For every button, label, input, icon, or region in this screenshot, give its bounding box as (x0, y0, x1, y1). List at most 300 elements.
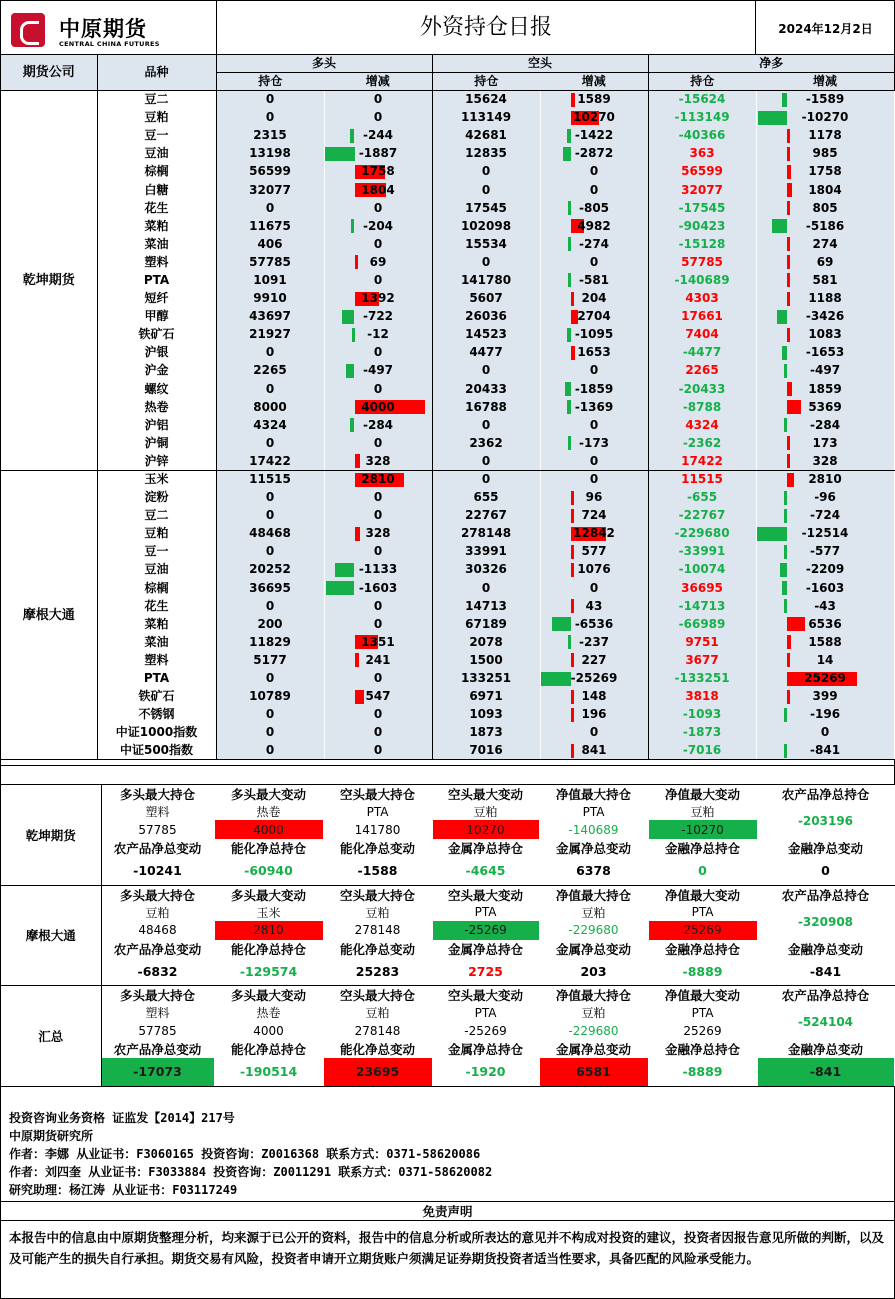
cell-value: -43 (814, 598, 836, 613)
long-hold (216, 633, 324, 651)
short-change (540, 742, 648, 760)
summary-firm: 汇总 (1, 986, 101, 1087)
cell-value: 12835 (465, 146, 507, 161)
cell-value: 36695 (249, 580, 291, 595)
positions-table (1, 55, 895, 760)
short-change (540, 163, 648, 181)
net-hold (648, 91, 756, 109)
long-hold (216, 706, 324, 724)
change-bar (787, 436, 790, 450)
cell-value: 1804 (808, 182, 842, 197)
summary-row (1, 885, 894, 904)
product-name: 沪铜 (97, 434, 216, 452)
summary-value: 25269 (648, 1021, 757, 1040)
summary-total: 2725 (432, 958, 539, 986)
cell-value: -17545 (678, 200, 726, 215)
cell-value: 0 (481, 182, 491, 197)
cell-value: 0 (265, 707, 275, 722)
short-change (540, 688, 648, 706)
change-bar (784, 491, 787, 505)
change-bar (787, 617, 805, 631)
cell-value: 0 (265, 544, 275, 559)
cell-value: 3677 (685, 652, 719, 667)
short-hold (432, 109, 540, 127)
cell-value: -244 (362, 128, 394, 143)
cell-value: -274 (579, 236, 610, 251)
net-change (756, 742, 894, 760)
change-bar (784, 509, 787, 523)
change-bar (571, 93, 575, 107)
summary-agri-hold: -524104 (757, 1004, 894, 1040)
cell-value: 1351 (361, 634, 395, 649)
change-bar (567, 129, 571, 143)
product-name: 沪锌 (97, 452, 216, 470)
net-hold (648, 670, 756, 688)
col-long: 多头 (216, 55, 432, 73)
short-hold (432, 670, 540, 688)
long-change (324, 651, 432, 669)
product-name: 沪金 (97, 362, 216, 380)
cell-value: 102098 (460, 218, 512, 233)
cell-value: 0 (481, 453, 491, 468)
short-hold (432, 326, 540, 344)
change-bar (787, 273, 790, 287)
table-row (1, 706, 894, 724)
cell-value: -3426 (805, 309, 845, 324)
summary-row (1, 857, 894, 885)
cell-value: 16788 (465, 399, 507, 414)
table-row (1, 579, 894, 597)
change-bar (784, 418, 787, 432)
cell-value: 4303 (685, 291, 719, 306)
cell-value: 21927 (249, 327, 291, 342)
long-change (324, 561, 432, 579)
short-change (540, 109, 648, 127)
summary-row (1, 958, 894, 986)
short-change (540, 235, 648, 253)
long-change (324, 380, 432, 398)
col-long-change: 增减 (324, 73, 432, 91)
long-change (324, 163, 432, 181)
change-bar (787, 147, 790, 161)
long-change (324, 724, 432, 742)
long-change (324, 507, 432, 525)
cell-value: -2209 (805, 562, 845, 577)
cell-value: 0 (373, 345, 383, 360)
table-row (1, 688, 894, 706)
cell-value: 9910 (253, 291, 287, 306)
cell-value: 0 (373, 598, 383, 613)
short-hold (432, 181, 540, 199)
change-bar (355, 653, 359, 667)
cell-value: 1758 (361, 164, 395, 179)
cell-value: 0 (373, 381, 383, 396)
change-bar (567, 328, 570, 342)
table-row (1, 507, 894, 525)
cell-value: 399 (812, 689, 838, 704)
cell-value: 655 (473, 490, 499, 505)
short-change (540, 579, 648, 597)
summary-label: 金属净总变动 (539, 1040, 648, 1058)
change-bar (777, 310, 786, 324)
net-hold (648, 398, 756, 416)
long-hold (216, 688, 324, 706)
short-hold (432, 615, 540, 633)
table-row (1, 742, 894, 760)
change-bar (787, 255, 790, 269)
product-name: 豆油 (97, 561, 216, 579)
table-row (1, 344, 894, 362)
cell-value: 0 (373, 200, 383, 215)
cell-value: 57785 (249, 254, 291, 269)
cell-value: 141780 (460, 272, 512, 287)
summary-value: 57785 (101, 1021, 214, 1040)
summary-total: -129574 (214, 958, 323, 986)
col-net: 净多 (648, 55, 894, 73)
col-short: 空头 (432, 55, 648, 73)
table-row (1, 109, 894, 127)
cell-value: 406 (257, 236, 283, 251)
summary-label: 多头最大持仓 (101, 885, 214, 904)
net-change (756, 181, 894, 199)
summary-label: 净值最大变动 (648, 986, 757, 1005)
long-hold (216, 489, 324, 507)
cell-value: 0 (265, 508, 275, 523)
cell-value: 0 (265, 345, 275, 360)
product-name: 螺纹 (97, 380, 216, 398)
summary-total: 203 (539, 958, 648, 986)
short-change (540, 670, 648, 688)
cell-value: -722 (362, 309, 394, 324)
short-change (540, 470, 648, 488)
footer-qualification: 投资咨询业务资格 证监发【2014】217号 (9, 1111, 235, 1125)
cell-value: -497 (810, 363, 841, 378)
summary-label: 空头最大持仓 (323, 885, 432, 904)
net-change (756, 651, 894, 669)
cell-value: 4982 (577, 218, 611, 233)
footer-author-1: 作者：李娜 从业证书：F3060165 投资咨询：Z0016368 联系方式：0371-58620086 (9, 1147, 481, 1161)
product-name: 花生 (97, 199, 216, 217)
net-hold (648, 561, 756, 579)
long-change (324, 742, 432, 760)
summary-label: 多头最大持仓 (101, 986, 214, 1005)
cell-value: 0 (265, 671, 275, 686)
net-change (756, 561, 894, 579)
summary-product: 塑料 (101, 803, 214, 820)
product-name: 棕榈 (97, 163, 216, 181)
short-change (540, 633, 648, 651)
summary-total: -841 (757, 1058, 894, 1086)
col-net-hold: 持仓 (648, 73, 756, 91)
summary-label: 能化净总持仓 (214, 839, 323, 857)
long-change (324, 452, 432, 470)
net-change (756, 543, 894, 561)
change-bar (351, 219, 355, 233)
table-row (1, 217, 894, 235)
long-hold (216, 199, 324, 217)
short-hold (432, 308, 540, 326)
change-bar (571, 491, 574, 505)
cell-value: -15128 (678, 236, 726, 251)
short-change (540, 615, 648, 633)
table-row (1, 145, 894, 163)
cell-value: 0 (589, 363, 599, 378)
short-hold (432, 271, 540, 289)
cell-value: -140689 (674, 272, 730, 287)
table-row (1, 235, 894, 253)
summary-product: 豆粕 (101, 904, 214, 921)
product-name: 豆油 (97, 145, 216, 163)
cell-value: 6971 (469, 689, 503, 704)
net-hold (648, 290, 756, 308)
cell-value: 4477 (469, 345, 503, 360)
change-bar (571, 744, 574, 758)
cell-value: 0 (481, 580, 491, 595)
short-hold (432, 507, 540, 525)
long-hold (216, 290, 324, 308)
summary-product: PTA (432, 904, 539, 921)
product-name: 铁矿石 (97, 688, 216, 706)
short-hold (432, 489, 540, 507)
summary-product: PTA (539, 803, 648, 820)
table-row (1, 633, 894, 651)
summary-product: 豆粕 (323, 904, 432, 921)
change-bar (568, 237, 571, 251)
cell-value: 328 (365, 526, 391, 541)
cell-value: -577 (810, 544, 841, 559)
product-name: 中证500指数 (97, 742, 216, 760)
change-bar (355, 527, 361, 541)
cell-value: -237 (579, 634, 610, 649)
summary-value: -140689 (539, 820, 648, 839)
summary-product: 玉米 (214, 904, 323, 921)
short-change (540, 434, 648, 452)
product-name: 豆二 (97, 91, 216, 109)
summary-value: 57785 (101, 820, 214, 839)
short-change (540, 344, 648, 362)
long-change (324, 489, 432, 507)
long-change (324, 145, 432, 163)
firm-name: 摩根大通 (1, 470, 97, 760)
net-change (756, 91, 894, 109)
cell-value: 1178 (808, 128, 842, 143)
cell-value: 43 (585, 598, 603, 613)
cell-value: 1392 (361, 291, 395, 306)
cell-value: 577 (581, 544, 607, 559)
net-change (756, 615, 894, 633)
short-hold (432, 470, 540, 488)
summary-label: 空头最大变动 (432, 885, 539, 904)
summary-label: 金属净总持仓 (432, 839, 539, 857)
col-firm: 期货公司 (1, 55, 97, 91)
product-name: 豆一 (97, 543, 216, 561)
long-hold (216, 308, 324, 326)
summary-total: 6378 (539, 857, 648, 885)
summary-product: PTA (323, 803, 432, 820)
cell-value: 48468 (249, 526, 291, 541)
short-change (540, 651, 648, 669)
summary-product: 塑料 (101, 1004, 214, 1021)
summary-total: 0 (648, 857, 757, 885)
cell-value: 56599 (681, 164, 723, 179)
net-change (756, 145, 894, 163)
cell-value: 5369 (808, 399, 842, 414)
change-bar (787, 690, 790, 704)
short-change (540, 253, 648, 271)
short-change (540, 380, 648, 398)
change-bar (758, 111, 786, 125)
change-bar (571, 509, 574, 523)
net-hold (648, 489, 756, 507)
summary-table (1, 785, 895, 1087)
cell-value: 724 (581, 508, 607, 523)
cell-value: 841 (581, 743, 607, 758)
cell-value: 547 (365, 689, 391, 704)
cell-value: 278148 (460, 526, 512, 541)
short-hold (432, 525, 540, 543)
short-change (540, 706, 648, 724)
summary-label: 多头最大变动 (214, 986, 323, 1005)
cell-value: -1093 (682, 707, 722, 722)
change-bar (787, 183, 792, 197)
cell-value: -25269 (570, 671, 618, 686)
cell-value: 2810 (808, 472, 842, 487)
long-hold (216, 181, 324, 199)
cell-value: 0 (481, 472, 491, 487)
table-row (1, 724, 894, 742)
net-change (756, 344, 894, 362)
cell-value: -12514 (801, 526, 849, 541)
cell-value: 1500 (469, 652, 503, 667)
long-hold (216, 326, 324, 344)
net-hold (648, 235, 756, 253)
cell-value: 30326 (465, 562, 507, 577)
long-change (324, 398, 432, 416)
cell-value: 11515 (249, 472, 291, 487)
short-hold (432, 163, 540, 181)
col-product: 品种 (97, 55, 216, 91)
col-long-hold: 持仓 (216, 73, 324, 91)
cell-value: 2265 (685, 363, 719, 378)
cell-value: 1589 (577, 92, 611, 107)
report-date: 2024年12月2日 (778, 22, 873, 36)
summary-label: 金融净总变动 (757, 1040, 894, 1058)
table-row (1, 362, 894, 380)
change-bar (540, 672, 571, 686)
table-row (1, 380, 894, 398)
net-hold (648, 344, 756, 362)
cell-value: 0 (373, 508, 383, 523)
long-hold (216, 109, 324, 127)
summary-label: 金融净总变动 (757, 839, 894, 857)
cell-value: -90423 (678, 218, 726, 233)
net-change (756, 434, 894, 452)
summary-label: 农产品净总持仓 (757, 885, 894, 904)
long-hold (216, 127, 324, 145)
cell-value: -1603 (805, 580, 845, 595)
net-hold (648, 199, 756, 217)
col-net-change: 增减 (756, 73, 894, 91)
change-bar (571, 708, 574, 722)
short-hold (432, 344, 540, 362)
change-bar (787, 382, 792, 396)
cell-value: 0 (589, 472, 599, 487)
cell-value: -196 (810, 707, 841, 722)
summary-value: -229680 (539, 1021, 648, 1040)
summary-label: 空头最大变动 (432, 785, 539, 803)
long-hold (216, 416, 324, 434)
short-change (540, 452, 648, 470)
long-hold (216, 344, 324, 362)
logo-mark-icon (11, 13, 45, 47)
long-change (324, 271, 432, 289)
cell-value: 1859 (808, 381, 842, 396)
summary-value: 25269 (648, 921, 757, 940)
product-name: 豆二 (97, 507, 216, 525)
short-change (540, 525, 648, 543)
product-name: 棕榈 (97, 579, 216, 597)
cell-value: 43697 (249, 309, 291, 324)
change-bar (787, 237, 790, 251)
long-hold (216, 615, 324, 633)
cell-value: 15624 (465, 92, 507, 107)
net-change (756, 597, 894, 615)
long-change (324, 217, 432, 235)
net-hold (648, 271, 756, 289)
cell-value: -66989 (678, 616, 726, 631)
summary-label: 金属净总变动 (539, 839, 648, 857)
cell-value: 20433 (465, 381, 507, 396)
disclaimer-title: 免责声明 (1, 1201, 894, 1221)
cell-value: 5177 (253, 652, 287, 667)
long-hold (216, 452, 324, 470)
cell-value: 1653 (577, 345, 611, 360)
short-hold (432, 199, 540, 217)
change-bar (568, 436, 571, 450)
summary-label: 净值最大持仓 (539, 785, 648, 803)
summary-row (1, 1004, 894, 1021)
summary-label: 净值最大变动 (648, 785, 757, 803)
summary-value: 278148 (323, 921, 432, 940)
cell-value: -497 (362, 363, 394, 378)
long-hold (216, 91, 324, 109)
net-hold (648, 308, 756, 326)
net-hold (648, 688, 756, 706)
summary-label: 金属净总持仓 (432, 940, 539, 958)
long-change (324, 670, 432, 688)
short-hold (432, 127, 540, 145)
cell-value: -284 (362, 417, 394, 432)
long-hold (216, 724, 324, 742)
cell-value: 0 (373, 110, 383, 125)
cell-value: -12 (367, 327, 389, 342)
product-name: 花生 (97, 597, 216, 615)
change-bar (787, 328, 790, 342)
cell-value: 581 (812, 272, 838, 287)
summary-row (1, 785, 894, 803)
product-name: 淀粉 (97, 489, 216, 507)
cell-value: 13198 (249, 146, 291, 161)
product-name: 塑料 (97, 253, 216, 271)
long-hold (216, 561, 324, 579)
net-hold (648, 253, 756, 271)
summary-product: PTA (648, 1004, 757, 1021)
summary-total: -8889 (648, 1058, 757, 1086)
net-change (756, 724, 894, 742)
long-change (324, 199, 432, 217)
summary-value: -10270 (648, 820, 757, 839)
change-bar (355, 690, 365, 704)
